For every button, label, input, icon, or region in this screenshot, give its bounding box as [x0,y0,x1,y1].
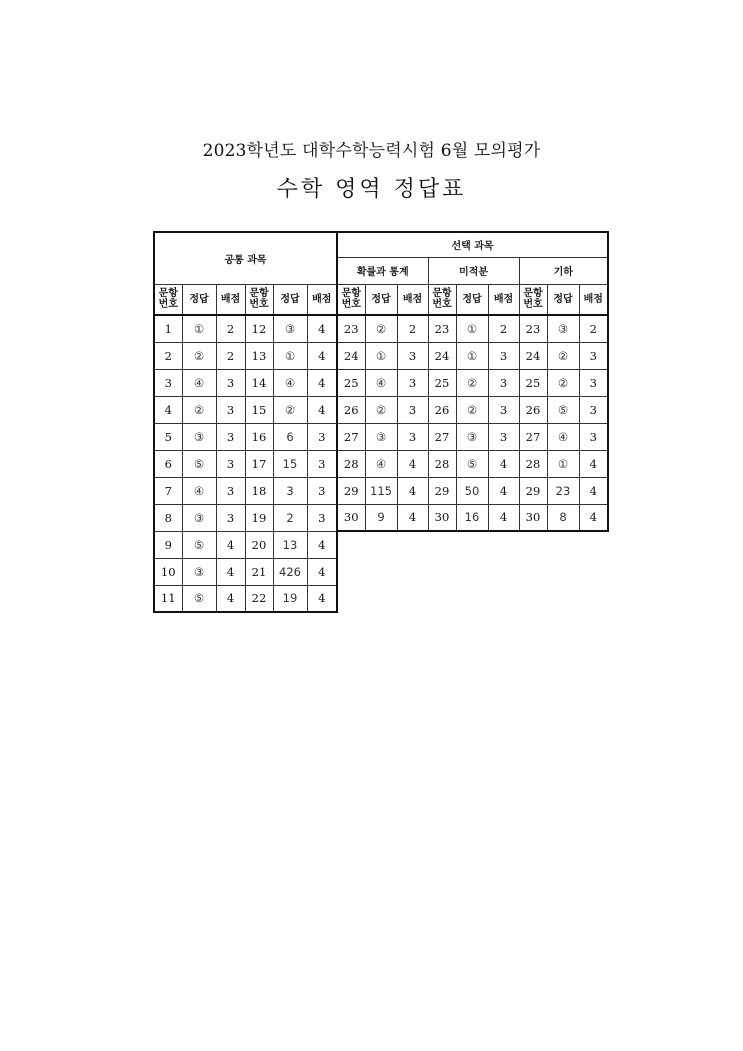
table-row [154,477,608,504]
answer-cell: 19 [273,585,307,612]
answer-cell: ② [547,369,579,396]
answer-cell: ③ [182,558,216,585]
question-number: 17 [245,450,273,477]
score-cell: 4 [307,396,337,423]
answer-cell: ⑤ [547,396,579,423]
score-cell: 4 [488,477,519,504]
empty-cell [488,531,519,558]
elective-subjects-header: 선택 과목 [337,232,608,257]
answer-cell: ③ [456,423,488,450]
score-cell: 4 [307,342,337,369]
answer-cell: 3 [273,477,307,504]
col-header-score: 배점 [216,284,245,315]
empty-cell [428,531,456,558]
answer-table [153,231,609,613]
score-cell: 3 [307,504,337,531]
score-cell: 4 [397,477,428,504]
table-row [154,531,608,558]
question-number: 28 [519,450,547,477]
question-number: 26 [428,396,456,423]
score-cell: 3 [307,423,337,450]
answer-cell: 9 [365,504,397,531]
answer-cell: ⑤ [182,450,216,477]
answer-cell: 2 [273,504,307,531]
table-row [154,396,608,423]
table-row [154,369,608,396]
answer-cell: ① [182,315,216,342]
answer-cell: 23 [547,477,579,504]
question-number: 14 [245,369,273,396]
score-cell: 4 [307,315,337,342]
question-number: 30 [337,504,365,531]
empty-cell [456,531,488,558]
score-cell: 3 [216,477,245,504]
col-header-number-line2: 번호 [158,299,178,311]
empty-cell [579,585,608,612]
answer-cell: 6 [273,423,307,450]
answer-cell: ① [365,342,397,369]
answer-cell: ④ [547,423,579,450]
empty-cell [365,558,397,585]
col-header-number [245,284,273,315]
col-header-score: 배점 [397,284,428,315]
score-cell: 2 [397,315,428,342]
score-cell: 4 [579,450,608,477]
page-subtitle: 수학 영역 정답표 [276,177,467,202]
answer-cell: 13 [273,531,307,558]
col-header-answer: 정답 [365,284,397,315]
question-number: 27 [428,423,456,450]
score-cell: 3 [488,342,519,369]
empty-cell [365,531,397,558]
score-cell: 3 [307,477,337,504]
answer-cell: ⑤ [182,585,216,612]
answer-cell: ② [456,369,488,396]
answer-cell: ① [456,315,488,342]
answer-cell: ② [456,396,488,423]
score-cell: 2 [216,342,245,369]
score-cell: 3 [488,423,519,450]
answer-cell: 15 [273,450,307,477]
score-cell: 3 [216,369,245,396]
table-row [154,585,608,612]
score-cell: 4 [397,504,428,531]
col-header-number-line2: 번호 [249,299,269,311]
empty-cell [397,531,428,558]
score-cell: 2 [579,315,608,342]
score-cell: 3 [579,396,608,423]
answer-cell: ⑤ [182,531,216,558]
answer-cell: ⑤ [456,450,488,477]
question-number: 2 [154,342,182,369]
empty-cell [397,558,428,585]
score-cell: 4 [307,585,337,612]
answer-cell: ③ [182,504,216,531]
question-number: 10 [154,558,182,585]
calculus-header: 미적분 [428,257,519,284]
col-header-answer: 정답 [273,284,307,315]
score-cell: 4 [216,531,245,558]
score-cell: 4 [488,504,519,531]
score-cell: 3 [307,450,337,477]
score-cell: 3 [397,396,428,423]
col-header-answer: 정답 [182,284,216,315]
score-cell: 3 [579,369,608,396]
empty-cell [365,585,397,612]
answer-cell: ① [273,342,307,369]
question-number: 28 [428,450,456,477]
page-title: 2023학년도 대학수학능력시험 6월 모의평가 [202,141,541,161]
col-header-number-line1: 문항 [249,288,269,300]
question-number: 23 [519,315,547,342]
score-cell: 2 [488,315,519,342]
score-cell: 4 [307,369,337,396]
answer-cell: 115 [365,477,397,504]
empty-cell [519,558,547,585]
col-header-score: 배점 [579,284,608,315]
col-header-number [337,284,365,315]
question-number: 27 [337,423,365,450]
answer-cell: ④ [182,369,216,396]
empty-cell [547,585,579,612]
question-number: 25 [337,369,365,396]
answer-cell: 50 [456,477,488,504]
col-header-answer: 정답 [547,284,579,315]
answer-cell: 426 [273,558,307,585]
table-row [154,423,608,450]
question-number: 5 [154,423,182,450]
empty-cell [337,585,365,612]
geometry-header: 기하 [519,257,608,284]
empty-cell [488,558,519,585]
table-row [154,315,608,342]
answer-cell: 16 [456,504,488,531]
score-cell: 4 [307,531,337,558]
question-number: 29 [519,477,547,504]
question-number: 20 [245,531,273,558]
question-number: 30 [519,504,547,531]
answer-cell: ④ [365,369,397,396]
col-header-number [519,284,547,315]
answer-cell: ② [365,315,397,342]
table-row [154,504,608,531]
answer-cell: ③ [182,423,216,450]
question-number: 24 [337,342,365,369]
score-cell: 3 [579,342,608,369]
question-number: 30 [428,504,456,531]
col-header-score: 배점 [307,284,337,315]
answer-cell: 8 [547,504,579,531]
col-header-number-line1: 문항 [432,288,452,300]
table-row [154,558,608,585]
table-row [154,450,608,477]
question-number: 1 [154,315,182,342]
question-number: 29 [337,477,365,504]
question-number: 24 [428,342,456,369]
score-cell: 3 [216,423,245,450]
empty-cell [579,531,608,558]
prob-stat-header: 확률과 통계 [337,257,428,284]
answer-cell: ① [547,450,579,477]
question-number: 22 [245,585,273,612]
score-cell: 4 [579,477,608,504]
question-number: 15 [245,396,273,423]
score-cell: 4 [216,585,245,612]
question-number: 19 [245,504,273,531]
empty-cell [397,585,428,612]
empty-cell [547,531,579,558]
col-header-number-line2: 번호 [432,299,452,311]
answer-cell: ② [182,342,216,369]
question-number: 8 [154,504,182,531]
score-cell: 4 [216,558,245,585]
question-number: 18 [245,477,273,504]
score-cell: 3 [216,396,245,423]
score-cell: 3 [397,369,428,396]
question-number: 3 [154,369,182,396]
answer-cell: ③ [365,423,397,450]
table-row [154,342,608,369]
question-number: 12 [245,315,273,342]
question-number: 16 [245,423,273,450]
col-header-number-line2: 번호 [523,299,543,311]
empty-cell [519,531,547,558]
score-cell: 3 [216,504,245,531]
answer-cell: ② [365,396,397,423]
empty-cell [579,558,608,585]
question-number: 21 [245,558,273,585]
question-number: 4 [154,396,182,423]
question-number: 29 [428,477,456,504]
score-cell: 3 [216,450,245,477]
score-cell: 3 [579,423,608,450]
score-cell: 2 [216,315,245,342]
score-cell: 4 [488,450,519,477]
col-header-number [154,284,182,315]
question-number: 25 [519,369,547,396]
answer-cell: ④ [182,477,216,504]
score-cell: 3 [488,369,519,396]
question-number: 27 [519,423,547,450]
col-header-answer: 정답 [456,284,488,315]
col-header-score: 배점 [488,284,519,315]
answer-cell: ② [273,396,307,423]
question-number: 23 [337,315,365,342]
answer-cell: ④ [365,450,397,477]
col-header-number [428,284,456,315]
question-number: 13 [245,342,273,369]
col-header-number-line2: 번호 [341,299,361,311]
question-number: 7 [154,477,182,504]
empty-cell [428,585,456,612]
col-header-number-line1: 문항 [523,288,543,300]
score-cell: 3 [397,342,428,369]
score-cell: 4 [579,504,608,531]
score-cell: 4 [307,558,337,585]
empty-cell [428,558,456,585]
question-number: 25 [428,369,456,396]
empty-cell [488,585,519,612]
answer-cell: ② [547,342,579,369]
answer-cell: ① [456,342,488,369]
col-header-number-line1: 문항 [158,288,178,300]
empty-cell [456,585,488,612]
answer-cell: ③ [273,315,307,342]
answer-cell: ④ [273,369,307,396]
empty-cell [519,585,547,612]
question-number: 23 [428,315,456,342]
question-number: 24 [519,342,547,369]
common-subjects-header: 공통 과목 [154,232,337,284]
empty-cell [547,558,579,585]
answer-cell: ③ [547,315,579,342]
answer-cell: ② [182,396,216,423]
empty-cell [456,558,488,585]
question-number: 11 [154,585,182,612]
empty-cell [337,531,365,558]
question-number: 26 [337,396,365,423]
score-cell: 3 [488,396,519,423]
score-cell: 3 [397,423,428,450]
question-number: 9 [154,531,182,558]
score-cell: 4 [397,450,428,477]
question-number: 26 [519,396,547,423]
empty-cell [337,558,365,585]
question-number: 6 [154,450,182,477]
question-number: 28 [337,450,365,477]
col-header-number-line1: 문항 [341,288,361,300]
